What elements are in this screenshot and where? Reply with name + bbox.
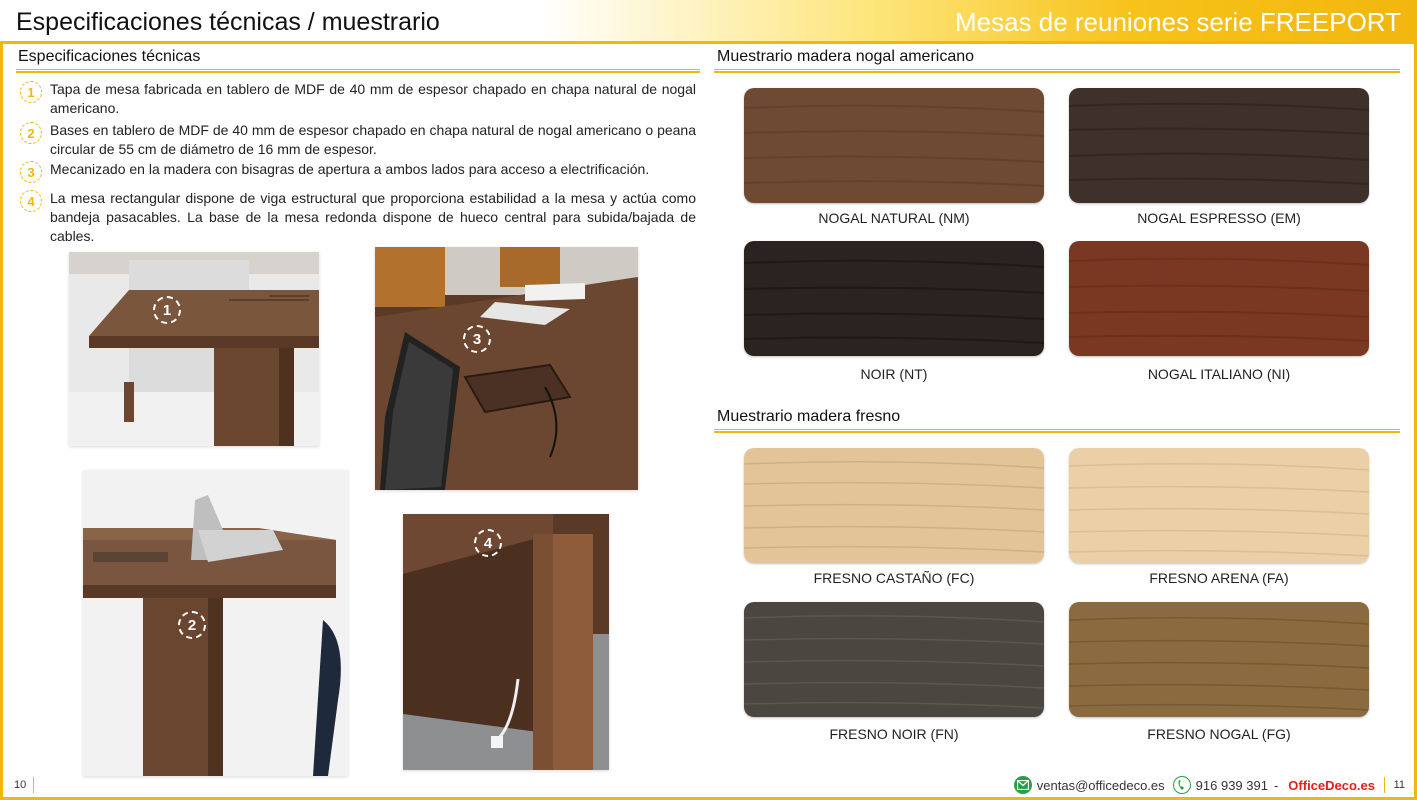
swatch-label: FRESNO NOGAL (FG)	[1147, 726, 1291, 742]
spec-text: Tapa de mesa fabricada en tablero de MDF de 40 mm de espesor chapado en chapa natural de nogal americano.	[50, 81, 696, 116]
spec-text: Mecanizado en la madera con bisagras de apertura a ambos lados para acceso a electrificación.	[50, 161, 650, 177]
swatch-label: NOGAL ITALIANO (NI)	[1147, 366, 1291, 382]
swatch-noir[interactable]	[744, 241, 1044, 356]
walnut-heading: Muestrario madera nogal americano	[717, 48, 975, 65]
footer-contact	[1014, 776, 1375, 794]
photo-table-corner	[69, 252, 319, 446]
ash-heading: Muestrario madera fresno	[717, 408, 901, 425]
swatch-fresno-nogal[interactable]	[1069, 602, 1369, 717]
page-title: Especificaciones técnicas / muestrario	[16, 8, 440, 36]
page-number-right: 11	[1393, 779, 1405, 791]
specs-heading-rule	[16, 69, 700, 73]
footer-brand[interactable]: OfficeDeco.es	[1288, 777, 1375, 793]
photo-number-badge: 4	[474, 529, 502, 557]
specs-heading: Especificaciones técnicas	[18, 48, 201, 65]
email-icon	[1014, 776, 1032, 794]
photo-cable-beam	[403, 514, 609, 770]
phone-icon	[1173, 776, 1191, 794]
spec-number-badge: 4	[20, 190, 42, 212]
photo-number-badge: 2	[178, 611, 206, 639]
swatch-label: FRESNO NOIR (FN)	[829, 726, 959, 742]
walnut-heading-rule	[714, 69, 1400, 73]
footer-email[interactable]: ventas@officedeco.es	[1036, 777, 1165, 793]
swatch-fresno-arena[interactable]	[1069, 448, 1369, 563]
page-tick-right	[1384, 777, 1385, 793]
spec-text: La mesa rectangular dispone de viga estructural que proporciona estabilidad a la mesa y actúa como bandeja pasacables. La base de la mesa redonda dispone de hueco central para subida/bajada de cables.	[50, 190, 696, 244]
photo-table-base	[83, 470, 348, 776]
series-title: Mesas de reuniones serie FREEPORT	[954, 7, 1401, 37]
swatch-label: NOGAL NATURAL (NM)	[818, 210, 970, 226]
frame-left-border	[0, 44, 3, 800]
page-number-left: 10	[14, 779, 27, 791]
spec-number-badge: 3	[20, 161, 42, 183]
swatch-fresno-noir[interactable]	[744, 602, 1044, 717]
page-header	[0, 0, 1417, 44]
spec-item	[20, 160, 696, 183]
spec-text: Bases en tablero de MDF de 40 mm de espesor chapado en chapa natural de nogal americano o peana circular de 55 cm de diámetro de 16 mm de espesor.	[50, 122, 696, 157]
footer-separator: -	[1273, 777, 1279, 793]
spec-number-badge: 2	[20, 122, 42, 144]
photo-number-badge: 1	[153, 296, 181, 324]
swatch-nogal-natural[interactable]	[744, 88, 1044, 203]
spec-number-badge: 1	[20, 81, 42, 103]
ash-heading-rule	[714, 429, 1400, 433]
spec-item	[20, 121, 696, 159]
swatch-nogal-italiano[interactable]	[1069, 241, 1369, 356]
photo-number-badge: 3	[463, 325, 491, 353]
swatch-fresno-castano[interactable]	[744, 448, 1044, 563]
spec-item	[20, 80, 696, 118]
footer-phone[interactable]: 916 939 391	[1195, 777, 1268, 793]
spec-item	[20, 189, 696, 246]
swatch-label: NOGAL ESPRESSO (EM)	[1137, 210, 1301, 226]
swatch-label: NOIR (NT)	[860, 366, 928, 382]
page-tick-left	[33, 777, 34, 793]
swatch-label: FRESNO CASTAÑO (FC)	[813, 570, 975, 586]
swatch-nogal-espresso[interactable]	[1069, 88, 1369, 203]
photo-cable-hatch	[375, 247, 638, 490]
swatch-label: FRESNO ARENA (FA)	[1149, 570, 1289, 586]
